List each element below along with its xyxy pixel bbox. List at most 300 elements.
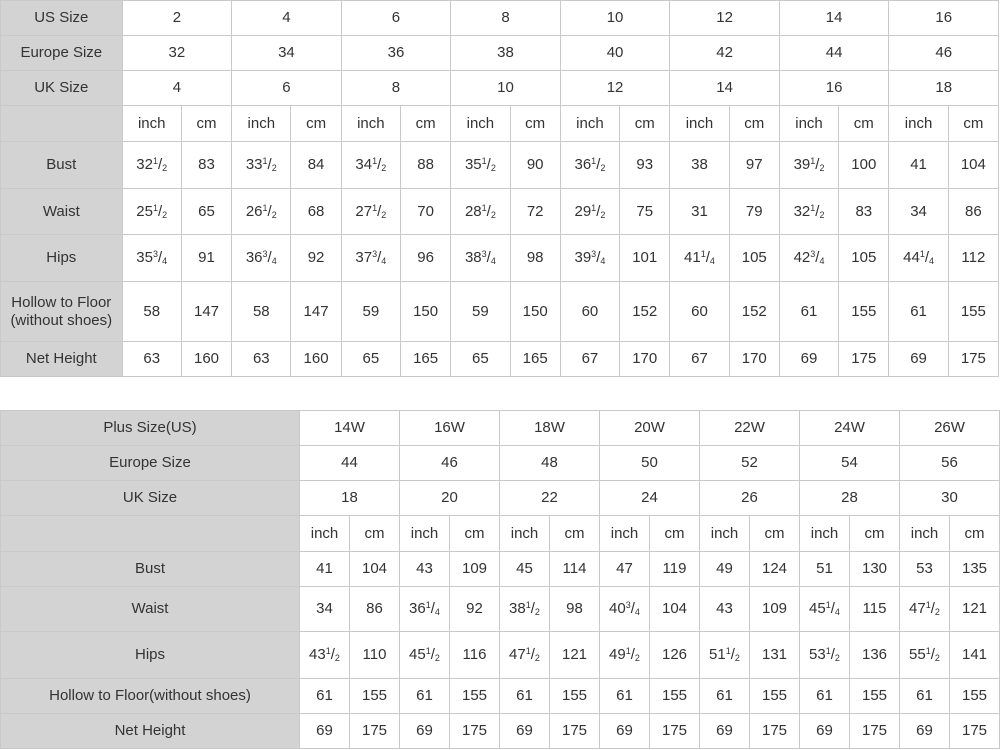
measurement-cell: 110: [350, 632, 400, 679]
measurement-cell: 175: [450, 714, 500, 749]
europe-size-cell: 52: [700, 446, 800, 481]
fraction-slash: /: [830, 600, 835, 618]
fraction-slash: /: [158, 156, 163, 174]
unit-inch-cell: inch: [700, 516, 750, 552]
fraction-numerator: 1: [481, 156, 487, 167]
measurement-cell: 130: [850, 552, 900, 587]
measurement-cell: 61: [300, 679, 350, 714]
unit-cm-cell: cm: [291, 106, 341, 142]
europe-size-cell: 36: [341, 36, 451, 71]
measurement-cell: 90: [510, 142, 560, 189]
uk-size-label: UK Size: [1, 481, 300, 516]
fraction-numerator: 1: [810, 156, 816, 167]
measurement-cell: 61: [500, 679, 550, 714]
measurement-cell: 60: [670, 282, 729, 342]
measurement-cell: 155: [550, 679, 600, 714]
fraction-slash: /: [705, 249, 710, 267]
fraction-whole: 34: [355, 156, 373, 174]
measurement-row: [1, 342, 999, 377]
measurement-cell: 70: [400, 189, 450, 235]
unit-cm-cell: cm: [750, 516, 800, 552]
measurement-row: [1, 142, 999, 189]
fraction-slash: /: [267, 249, 272, 267]
europe-size-cell: 40: [560, 36, 670, 71]
europe-size-cell: 32: [122, 36, 232, 71]
us-size-cell: 22W: [700, 411, 800, 446]
measurement-cell: 59: [341, 282, 400, 342]
uk-size-cell: 14: [670, 71, 780, 106]
measurement-cell: 115: [850, 587, 900, 632]
fraction-numerator: 3: [152, 249, 158, 260]
fraction-numerator: 1: [810, 202, 816, 213]
unit-cm-cell: cm: [729, 106, 779, 142]
fraction-numerator: 1: [625, 646, 631, 657]
unit-cm-cell: cm: [400, 106, 450, 142]
measurement-cell: [300, 632, 350, 679]
fraction-slash: /: [267, 202, 272, 220]
measurement-cell: [800, 632, 850, 679]
fraction-whole: 35: [136, 249, 153, 267]
fraction-slash: /: [430, 646, 435, 664]
unit-row: [1, 516, 1000, 552]
unit-cm-cell: cm: [550, 516, 600, 552]
fraction-denominator: 2: [434, 653, 440, 664]
fraction-whole: 32: [793, 202, 811, 220]
europe-size-label: Europe Size: [1, 36, 123, 71]
measurement-cell: 41: [300, 552, 350, 587]
measurement-label: Hips: [1, 235, 123, 282]
unit-cm-cell: cm: [948, 106, 998, 142]
us-size-cell: 10: [560, 1, 670, 36]
measurement-label: Hips: [1, 632, 300, 679]
measurement-cell: 41: [889, 142, 948, 189]
measurement-label: Waist: [1, 189, 123, 235]
measurement-cell: 175: [750, 714, 800, 749]
uk-size-cell: 30: [900, 481, 1000, 516]
unit-row-label: [1, 106, 123, 142]
measurement-cell: 150: [510, 282, 560, 342]
fraction-denominator: 4: [490, 256, 496, 267]
unit-inch-cell: inch: [122, 106, 181, 142]
fraction-denominator: 2: [381, 209, 387, 220]
measurement-cell: 88: [400, 142, 450, 189]
measurement-cell: 98: [510, 235, 560, 282]
unit-cm-cell: cm: [950, 516, 1000, 552]
fraction-slash: /: [930, 600, 935, 618]
measurement-cell: [670, 235, 729, 282]
fraction-slash: /: [330, 646, 335, 664]
fraction-denominator: 2: [490, 163, 496, 174]
fraction-numerator: 1: [925, 646, 931, 657]
measurement-cell: 175: [650, 714, 700, 749]
measurement-cell: 61: [889, 282, 948, 342]
measurement-cell: 75: [620, 189, 670, 235]
fraction-numerator: 1: [925, 600, 931, 611]
uk-size-row: [1, 71, 999, 106]
us-size-cell: 2: [122, 1, 232, 36]
measurement-cell: 136: [850, 632, 900, 679]
measurement-cell: 175: [950, 714, 1000, 749]
fraction-numerator: 1: [372, 156, 378, 167]
fraction-denominator: 2: [271, 209, 277, 220]
measurement-cell: 109: [750, 587, 800, 632]
fraction-whole: 47: [509, 646, 526, 664]
uk-size-row: [1, 481, 1000, 516]
fraction-whole: 45: [409, 646, 426, 664]
measurement-cell: 170: [729, 342, 779, 377]
fraction-numerator: 1: [325, 646, 331, 657]
fraction-numerator: 1: [425, 646, 431, 657]
measurement-cell: 152: [620, 282, 670, 342]
unit-row: [1, 106, 999, 142]
fraction-slash: /: [730, 646, 735, 664]
measurement-cell: [700, 632, 750, 679]
measurement-cell: [451, 235, 510, 282]
measurement-cell: [232, 235, 291, 282]
fraction-numerator: 1: [372, 202, 378, 213]
measurement-cell: 38: [670, 142, 729, 189]
measurement-cell: 165: [400, 342, 450, 377]
fraction-whole: 37: [355, 249, 373, 267]
fraction-denominator: 4: [271, 256, 277, 267]
measurement-row: [1, 587, 1000, 632]
measurement-cell: 49: [700, 552, 750, 587]
fraction-numerator: 1: [725, 646, 731, 657]
fraction-numerator: 1: [825, 600, 831, 611]
fraction-denominator: 2: [734, 653, 740, 664]
measurement-cell: [889, 235, 948, 282]
measurement-cell: [341, 235, 400, 282]
uk-size-cell: 24: [600, 481, 700, 516]
us-size-row: [1, 1, 999, 36]
fraction-whole: 32: [136, 156, 153, 174]
measurement-cell: 165: [510, 342, 560, 377]
fraction-slash: /: [377, 156, 382, 174]
measurement-cell: 61: [400, 679, 450, 714]
measurement-cell: [232, 189, 291, 235]
measurement-cell: [560, 235, 619, 282]
fraction-whole: 39: [793, 156, 811, 174]
unit-cm-cell: cm: [450, 516, 500, 552]
uk-size-cell: 18: [300, 481, 400, 516]
measurement-cell: 63: [122, 342, 181, 377]
measurement-cell: 69: [600, 714, 650, 749]
europe-size-cell: 48: [500, 446, 600, 481]
measurement-label: Bust: [1, 142, 123, 189]
fraction-denominator: 4: [162, 256, 168, 267]
measurement-cell: 67: [560, 342, 619, 377]
fraction-slash: /: [486, 156, 491, 174]
measurement-cell: 58: [232, 282, 291, 342]
fraction-slash: /: [158, 202, 163, 220]
measurement-cell: 86: [948, 189, 998, 235]
uk-size-cell: 10: [451, 71, 561, 106]
measurement-label: Net Height: [1, 342, 123, 377]
fraction-numerator: 1: [700, 249, 706, 260]
unit-inch-cell: inch: [779, 106, 838, 142]
measurement-cell: 31: [670, 189, 729, 235]
measurement-cell: 93: [620, 142, 670, 189]
europe-size-row: [1, 446, 1000, 481]
us-size-cell: 8: [451, 1, 561, 36]
measurement-cell: 34: [889, 189, 948, 235]
fraction-whole: 36: [574, 156, 592, 174]
fraction-whole: 26: [245, 202, 263, 220]
uk-size-cell: 4: [122, 71, 232, 106]
measurement-cell: 69: [800, 714, 850, 749]
measurement-cell: 61: [900, 679, 950, 714]
measurement-cell: 83: [839, 189, 889, 235]
fraction-whole: 45: [809, 600, 826, 618]
uk-size-cell: 6: [232, 71, 342, 106]
fraction-denominator: 2: [490, 209, 496, 220]
measurement-cell: 65: [451, 342, 510, 377]
fraction-numerator: 1: [591, 202, 597, 213]
fraction-numerator: 3: [625, 600, 631, 611]
europe-size-cell: 46: [889, 36, 999, 71]
us-size-label: Plus Size(US): [1, 411, 300, 446]
fraction-whole: 42: [793, 249, 811, 267]
measurement-cell: [800, 587, 850, 632]
us-size-cell: 4: [232, 1, 342, 36]
fraction-denominator: 4: [929, 256, 935, 267]
measurement-cell: 101: [620, 235, 670, 282]
unit-cm-cell: cm: [620, 106, 670, 142]
fraction-whole: 29: [574, 202, 592, 220]
measurement-cell: 175: [550, 714, 600, 749]
europe-size-row: [1, 36, 999, 71]
fraction-denominator: 2: [162, 163, 168, 174]
fraction-whole: 53: [809, 646, 826, 664]
unit-inch-cell: inch: [451, 106, 510, 142]
fraction-slash: /: [377, 202, 382, 220]
measurement-label: Hollow to Floor(without shoes): [1, 679, 300, 714]
fraction-slash: /: [596, 202, 601, 220]
measurement-cell: [779, 235, 838, 282]
us-size-row: [1, 411, 1000, 446]
measurement-cell: 155: [750, 679, 800, 714]
measurement-cell: 61: [779, 282, 838, 342]
unit-inch-cell: inch: [670, 106, 729, 142]
fraction-denominator: 2: [834, 653, 840, 664]
measurement-cell: 69: [500, 714, 550, 749]
measurement-cell: 131: [750, 632, 800, 679]
measurement-cell: 175: [350, 714, 400, 749]
measurement-cell: 53: [900, 552, 950, 587]
europe-size-cell: 56: [900, 446, 1000, 481]
fraction-whole: 44: [903, 249, 920, 267]
fraction-denominator: 2: [534, 653, 540, 664]
uk-size-cell: 18: [889, 71, 999, 106]
fraction-slash: /: [630, 600, 635, 618]
fraction-denominator: 2: [271, 163, 277, 174]
measurement-cell: 160: [291, 342, 341, 377]
us-size-cell: 14W: [300, 411, 400, 446]
measurement-cell: 126: [650, 632, 700, 679]
measurement-cell: 155: [450, 679, 500, 714]
measurement-cell: [122, 189, 181, 235]
measurement-cell: 34: [300, 587, 350, 632]
measurement-row: [1, 679, 1000, 714]
measurement-cell: 61: [800, 679, 850, 714]
europe-size-cell: 54: [800, 446, 900, 481]
measurement-cell: 45: [500, 552, 550, 587]
measurement-cell: [900, 632, 950, 679]
europe-size-cell: 44: [300, 446, 400, 481]
measurement-cell: 124: [750, 552, 800, 587]
fraction-denominator: 4: [709, 256, 715, 267]
fraction-denominator: 2: [934, 653, 940, 664]
unit-cm-cell: cm: [839, 106, 889, 142]
fraction-slash: /: [158, 249, 163, 267]
measurement-cell: 155: [850, 679, 900, 714]
fraction-slash: /: [530, 646, 535, 664]
measurement-cell: [122, 142, 181, 189]
measurement-cell: 112: [948, 235, 998, 282]
us-size-cell: 20W: [600, 411, 700, 446]
unit-inch-cell: inch: [900, 516, 950, 552]
measurement-cell: 83: [181, 142, 231, 189]
measurement-cell: 109: [450, 552, 500, 587]
measurement-cell: 155: [839, 282, 889, 342]
fraction-whole: 28: [464, 202, 482, 220]
measurement-cell: [779, 142, 838, 189]
measurement-cell: 175: [850, 714, 900, 749]
us-size-cell: 26W: [900, 411, 1000, 446]
europe-size-cell: 50: [600, 446, 700, 481]
fraction-numerator: 3: [372, 249, 378, 260]
unit-cm-cell: cm: [650, 516, 700, 552]
measurement-cell: [600, 632, 650, 679]
unit-inch-cell: inch: [232, 106, 291, 142]
europe-size-cell: 46: [400, 446, 500, 481]
measurement-cell: 152: [729, 282, 779, 342]
fraction-slash: /: [815, 156, 820, 174]
measurement-cell: 155: [950, 679, 1000, 714]
measurement-cell: [451, 142, 510, 189]
measurement-cell: [560, 142, 619, 189]
measurement-cell: 170: [620, 342, 670, 377]
measurement-label: Waist: [1, 587, 300, 632]
measurement-cell: [600, 587, 650, 632]
europe-size-cell: 42: [670, 36, 780, 71]
uk-size-cell: 16: [779, 71, 889, 106]
fraction-numerator: 1: [825, 646, 831, 657]
us-size-cell: 16: [889, 1, 999, 36]
fraction-whole: 39: [574, 249, 592, 267]
uk-size-cell: 8: [341, 71, 451, 106]
measurement-cell: 61: [700, 679, 750, 714]
measurement-cell: 79: [729, 189, 779, 235]
unit-inch-cell: inch: [400, 516, 450, 552]
fraction-denominator: 4: [834, 607, 840, 618]
measurement-cell: 58: [122, 282, 181, 342]
fraction-numerator: 1: [591, 156, 597, 167]
measurement-cell: 51: [800, 552, 850, 587]
fraction-whole: 38: [509, 600, 526, 618]
fraction-slash: /: [630, 646, 635, 664]
fraction-whole: 33: [245, 156, 263, 174]
unit-row-label: [1, 516, 300, 552]
measurement-cell: 59: [451, 282, 510, 342]
measurement-cell: 92: [291, 235, 341, 282]
measurement-cell: [400, 587, 450, 632]
fraction-slash: /: [830, 646, 835, 664]
fraction-denominator: 2: [600, 163, 606, 174]
measurement-cell: 68: [291, 189, 341, 235]
fraction-numerator: 3: [810, 249, 816, 260]
uk-size-cell: 20: [400, 481, 500, 516]
measurement-cell: 150: [400, 282, 450, 342]
fraction-whole: 35: [464, 156, 482, 174]
measurement-cell: 61: [600, 679, 650, 714]
measurement-label: Net Height: [1, 714, 300, 749]
measurement-cell: [500, 632, 550, 679]
measurement-cell: 155: [350, 679, 400, 714]
fraction-whole: 49: [609, 646, 626, 664]
fraction-numerator: 1: [262, 202, 268, 213]
fraction-whole: 43: [309, 646, 326, 664]
fraction-numerator: 1: [481, 202, 487, 213]
fraction-numerator: 1: [262, 156, 268, 167]
fraction-denominator: 2: [534, 607, 540, 618]
fraction-slash: /: [486, 249, 491, 267]
measurement-row: [1, 282, 999, 342]
measurement-cell: [779, 189, 838, 235]
fraction-denominator: 4: [819, 256, 825, 267]
fraction-slash: /: [815, 249, 820, 267]
measurement-cell: 97: [729, 142, 779, 189]
measurement-cell: 105: [729, 235, 779, 282]
measurement-cell: 65: [181, 189, 231, 235]
measurement-cell: 69: [779, 342, 838, 377]
measurement-cell: 69: [300, 714, 350, 749]
measurement-cell: 141: [950, 632, 1000, 679]
unit-inch-cell: inch: [800, 516, 850, 552]
us-size-cell: 14: [779, 1, 889, 36]
measurement-cell: 147: [181, 282, 231, 342]
fraction-denominator: 4: [600, 256, 606, 267]
fraction-slash: /: [596, 156, 601, 174]
measurement-cell: 47: [600, 552, 650, 587]
measurement-cell: 135: [950, 552, 1000, 587]
measurement-cell: 147: [291, 282, 341, 342]
fraction-numerator: 1: [152, 202, 158, 213]
fraction-denominator: 4: [381, 256, 387, 267]
measurement-cell: 69: [889, 342, 948, 377]
us-size-cell: 18W: [500, 411, 600, 446]
measurement-row: [1, 714, 1000, 749]
measurement-row: [1, 235, 999, 282]
fraction-denominator: 2: [819, 163, 825, 174]
fraction-slash: /: [430, 600, 435, 618]
unit-inch-cell: inch: [341, 106, 400, 142]
measurement-cell: [451, 189, 510, 235]
measurement-cell: 69: [400, 714, 450, 749]
measurement-cell: 69: [900, 714, 950, 749]
us-size-cell: 16W: [400, 411, 500, 446]
fraction-whole: 27: [355, 202, 373, 220]
fraction-whole: 38: [464, 249, 482, 267]
measurement-cell: [341, 142, 400, 189]
unit-inch-cell: inch: [500, 516, 550, 552]
fraction-denominator: 2: [600, 209, 606, 220]
measurement-cell: 104: [948, 142, 998, 189]
fraction-slash: /: [377, 249, 382, 267]
fraction-numerator: 3: [262, 249, 268, 260]
fraction-slash: /: [815, 202, 820, 220]
measurement-row: [1, 632, 1000, 679]
